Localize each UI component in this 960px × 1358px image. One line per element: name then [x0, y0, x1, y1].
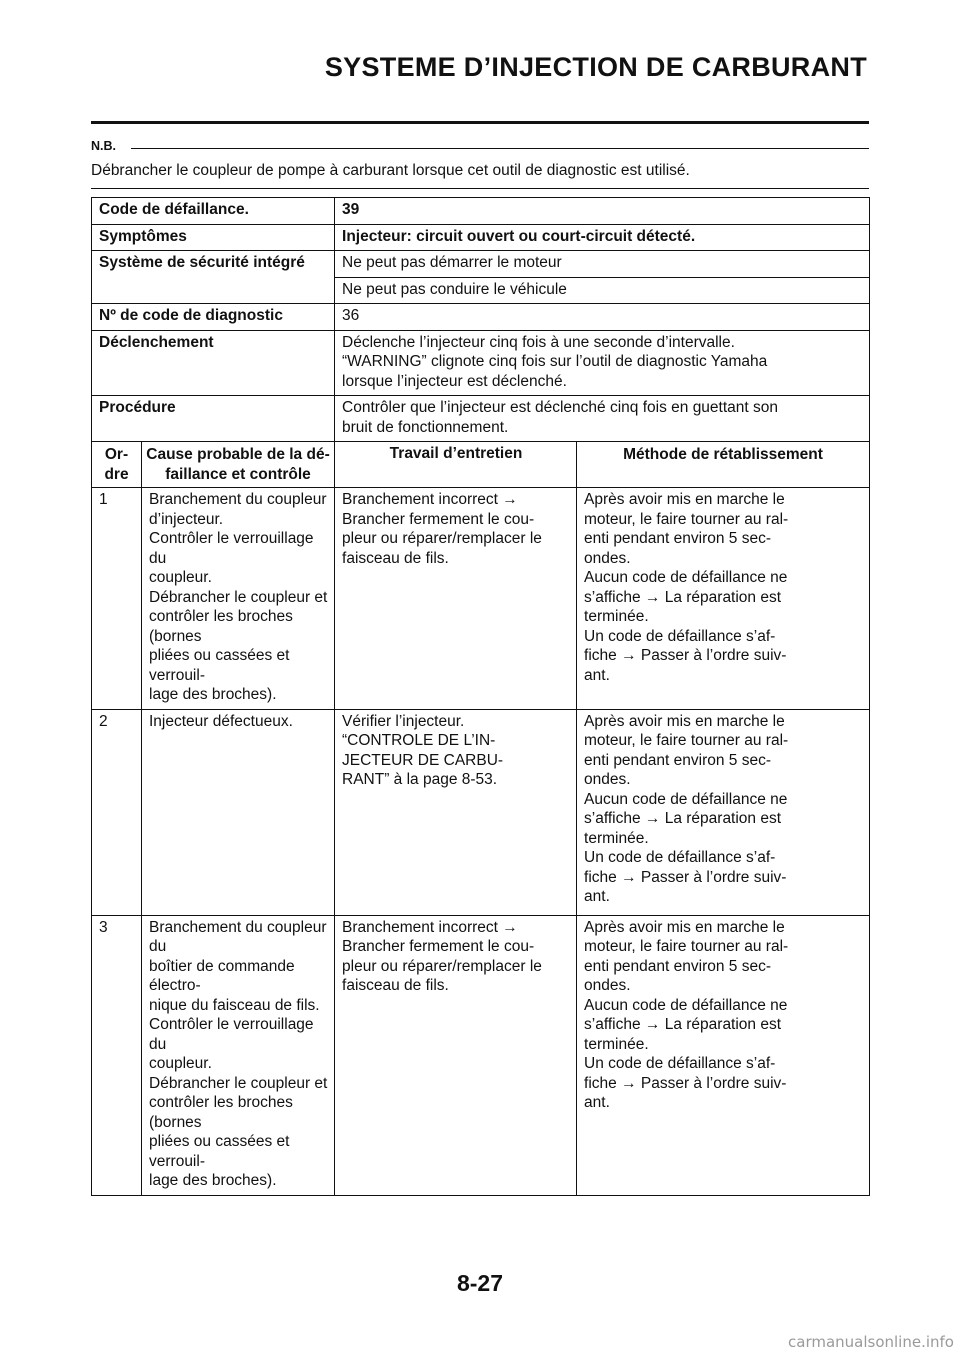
step-method-line: fiche → Passer à l’ordre suiv- — [584, 868, 787, 886]
safety-label: Système de sécurité intégré — [92, 251, 335, 304]
column-header-cause-line: faillance et contrôle — [165, 465, 311, 483]
step-method-line: Aucun code de défaillance ne — [584, 790, 788, 808]
step-method-line: Après avoir mis en marche le — [584, 491, 785, 508]
table-row — [92, 915, 870, 1195]
step-method-line: Après avoir mis en marche le — [584, 712, 785, 730]
step-method-line: fiche → Passer à l’ordre suiv- — [584, 1074, 787, 1092]
procedure-value — [335, 396, 870, 442]
trigger-line: “WARNING” clignote cinq fois sur l’outil de diagnostic Yamaha — [342, 353, 768, 370]
step-method — [577, 488, 870, 710]
step-method-line: ondes. — [584, 771, 631, 788]
step-work — [335, 488, 577, 710]
step-method-line: s’affiche → La réparation est — [584, 810, 782, 827]
step-cause — [142, 915, 335, 1195]
note-label: N.B. — [91, 139, 116, 153]
info-row-symptoms — [92, 224, 870, 251]
info-row-procedure — [92, 396, 870, 442]
step-method-line: Aucun code de défaillance ne — [584, 996, 788, 1014]
note-text: Débrancher le coupleur de pompe à carburant lorsque cet outil de diagnostic est utilisé. — [91, 162, 690, 179]
step-method-line: s’affiche → La réparation est — [584, 588, 782, 606]
page-title: SYSTEME D’INJECTION DE CARBURANT — [324, 52, 867, 82]
trigger-value — [335, 330, 870, 396]
step-cause-line: pliées ou cassées et verrouil- — [149, 647, 290, 684]
step-cause-line: lage des broches). — [149, 1172, 277, 1189]
step-cause-line: Débrancher le coupleur et — [149, 588, 328, 606]
step-cause-line: coupleur. — [149, 569, 212, 586]
step-cause-line: contrôler les broches (bornes — [149, 1094, 293, 1131]
column-header-cause-line: Cause probable de la dé- — [146, 446, 330, 463]
step-rows — [92, 488, 870, 1196]
step-method-line: ondes. — [584, 977, 631, 994]
column-header-order-line: Or- — [104, 446, 129, 463]
trigger-label: Déclenchement — [92, 330, 335, 396]
step-method-line: moteur, le faire tourner au ral- — [584, 732, 789, 749]
step-method-line: moteur, le faire tourner au ral- — [584, 510, 789, 528]
step-method — [577, 709, 870, 915]
step-method-line: s’affiche → La réparation est — [584, 1016, 782, 1033]
step-method-line: fiche → Passer à l’ordre suiv- — [584, 647, 787, 664]
column-header-cause — [142, 442, 335, 488]
step-cause-line: lage des broches). — [149, 686, 277, 703]
column-header-work: Travail d’entretien — [335, 442, 577, 488]
step-method-line: ant. — [584, 888, 610, 905]
step-method-line: Après avoir mis en marche le — [584, 918, 785, 936]
symptoms-value: Injecteur: circuit ouvert ou court-circuit détecté. — [335, 224, 870, 251]
table-row — [92, 709, 870, 915]
procedure-line: Contrôler que l’injecteur est déclenché cinq fois en guettant son — [342, 399, 779, 416]
code-label: Code de défaillance. — [92, 198, 335, 225]
step-cause-line: Branchement du coupleur — [149, 491, 327, 508]
step-work-line: Branchement incorrect → — [342, 918, 518, 936]
step-work-line: RANT” à la page 8-53. — [342, 771, 498, 788]
step-cause-line: Débrancher le coupleur et — [149, 1074, 328, 1092]
step-order: 1 — [92, 488, 142, 710]
note-divider — [131, 148, 869, 149]
info-row-safety-1 — [92, 251, 870, 278]
step-method-line: enti pendant environ 5 sec- — [584, 530, 771, 547]
step-work-line: Vérifier l’injecteur. — [342, 712, 465, 730]
column-header-row — [92, 442, 870, 488]
step-order: 3 — [92, 915, 142, 1195]
diag-label: Nº de code de diagnostic — [92, 304, 335, 331]
note-bottom-divider — [91, 188, 869, 189]
step-work — [335, 709, 577, 915]
step-work-line: Brancher fermement le cou- — [342, 938, 535, 955]
step-method-line: Un code de défaillance s’af- — [584, 627, 776, 645]
step-cause-line: Injecteur défectueux. — [149, 712, 293, 730]
step-work — [335, 915, 577, 1195]
step-work-line: Branchement incorrect → — [342, 491, 518, 508]
safety-value-2: Ne peut pas conduire le véhicule — [335, 277, 870, 304]
diagnostic-table — [91, 197, 870, 1196]
step-order: 2 — [92, 709, 142, 915]
step-work-line: JECTEUR DE CARBU- — [342, 751, 504, 769]
step-method-line: terminée. — [584, 1035, 649, 1053]
info-row-code — [92, 198, 870, 225]
table-row — [92, 488, 870, 710]
info-row-diag — [92, 304, 870, 331]
column-header-order — [92, 442, 142, 488]
trigger-line: lorsque l’injecteur est déclenché. — [342, 372, 567, 390]
step-cause-line: Contrôler le verrouillage du — [149, 530, 314, 567]
step-work-line: faisceau de fils. — [342, 977, 449, 994]
watermark: carmanualsonline.info — [788, 1333, 954, 1351]
info-row-trigger — [92, 330, 870, 396]
code-value: 39 — [335, 198, 870, 225]
step-method-line: ant. — [584, 1094, 610, 1111]
step-method-line: terminée. — [584, 608, 649, 625]
step-work-line: pleur ou réparer/remplacer le — [342, 530, 542, 547]
step-work-line: pleur ou réparer/remplacer le — [342, 957, 542, 975]
step-method-line: Aucun code de défaillance ne — [584, 569, 788, 586]
column-header-order-line: dre — [104, 465, 129, 483]
step-work-line: Brancher fermement le cou- — [342, 510, 535, 528]
step-method-line: terminée. — [584, 829, 649, 847]
step-work-line: faisceau de fils. — [342, 549, 449, 567]
diag-value: 36 — [335, 304, 870, 331]
procedure-label: Procédure — [92, 396, 335, 442]
step-work-line: “CONTROLE DE L’IN- — [342, 732, 496, 749]
step-method-line: enti pendant environ 5 sec- — [584, 957, 771, 975]
step-method-line: Un code de défaillance s’af- — [584, 849, 776, 866]
safety-value-1: Ne peut pas démarrer le moteur — [335, 251, 870, 278]
step-cause-line: pliées ou cassées et verrouil- — [149, 1133, 290, 1170]
step-method-line: moteur, le faire tourner au ral- — [584, 938, 789, 955]
step-cause-line: contrôler les broches (bornes — [149, 608, 293, 645]
step-method — [577, 915, 870, 1195]
step-method-line: enti pendant environ 5 sec- — [584, 751, 771, 769]
step-cause — [142, 709, 335, 915]
step-cause-line: Contrôler le verrouillage du — [149, 1016, 314, 1053]
step-cause — [142, 488, 335, 710]
step-method-line: ant. — [584, 666, 610, 684]
symptoms-label: Symptômes — [92, 224, 335, 251]
step-cause-line: coupleur. — [149, 1055, 212, 1072]
step-cause-line: boîtier de commande électro- — [149, 957, 295, 994]
step-cause-line: d’injecteur. — [149, 510, 224, 528]
trigger-line: Déclenche l’injecteur cinq fois à une seconde d’intervalle. — [342, 333, 735, 351]
column-header-method: Méthode de rétablissement — [577, 442, 870, 488]
step-method-line: ondes. — [584, 549, 631, 567]
title-divider — [91, 121, 869, 124]
step-cause-line: nique du faisceau de fils. — [149, 996, 320, 1014]
step-method-line: Un code de défaillance s’af- — [584, 1055, 776, 1072]
procedure-line: bruit de fonctionnement. — [342, 418, 509, 436]
page-number: 8-27 — [456, 1270, 504, 1296]
step-cause-line: Branchement du coupleur du — [149, 918, 327, 955]
